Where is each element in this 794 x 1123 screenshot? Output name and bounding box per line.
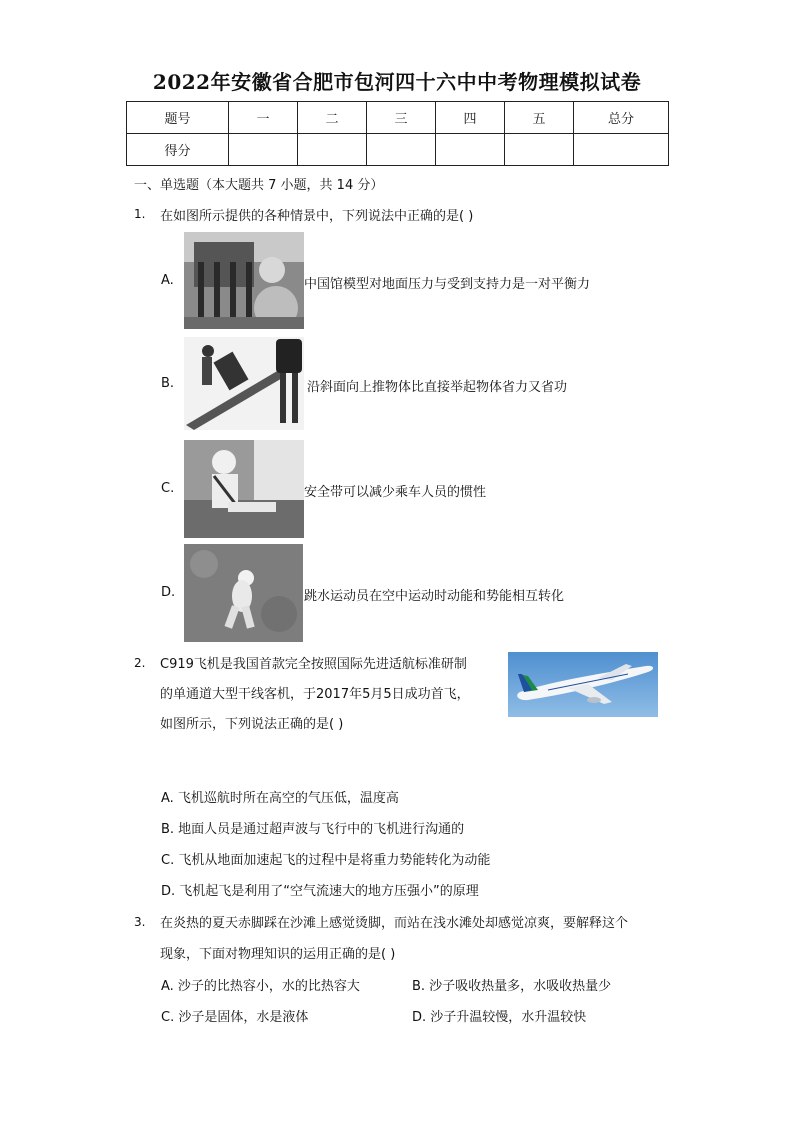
incline-push-photo bbox=[184, 337, 304, 430]
expo-pavilion-photo bbox=[184, 232, 304, 329]
option-text: 跳水运动员在空中运动时动能和势能相互转化 bbox=[304, 589, 565, 604]
question-stem-line: 现象，下面对物理知识的运用正确的是( ) bbox=[160, 947, 396, 962]
score-input-cell[interactable] bbox=[298, 134, 367, 166]
c919-aircraft-photo bbox=[508, 652, 658, 717]
table-cell: 题号 bbox=[127, 102, 229, 134]
score-table-header-row bbox=[127, 102, 669, 134]
option-text: A. 沙子的比热容小，水的比热容大 bbox=[161, 979, 360, 994]
table-cell: 一 bbox=[229, 102, 298, 134]
section-heading: 一、单选题（本大题共 7 小题，共 14 分） bbox=[134, 178, 384, 193]
option-text: B. 沙子吸收热量多，水吸收热量少 bbox=[412, 979, 612, 994]
score-input-cell[interactable] bbox=[367, 134, 436, 166]
score-input-cell[interactable] bbox=[436, 134, 505, 166]
question-stem-line: 在炎热的夏天赤脚踩在沙滩上感觉烫脚，而站在浅水滩处却感觉凉爽，要解释这个 bbox=[160, 916, 629, 931]
option-text: C. 飞机从地面加速起飞的过程中是将重力势能转化为动能 bbox=[161, 853, 491, 868]
score-table bbox=[126, 101, 669, 166]
question-stem: 在如图所示提供的各种情景中，下列说法中正确的是( ) bbox=[160, 209, 474, 224]
option-letter: A. bbox=[161, 273, 174, 288]
option-text: 沿斜面向上推物体比直接举起物体省力又省功 bbox=[307, 380, 568, 395]
option-letter: D. bbox=[161, 585, 176, 600]
option-text: C. 沙子是固体，水是液体 bbox=[161, 1010, 309, 1025]
table-cell: 得分 bbox=[127, 134, 229, 166]
seatbelt-photo bbox=[184, 440, 304, 538]
question-stem-line: 的单通道大型干线客机，于2017年5月5日成功首飞， bbox=[160, 687, 470, 702]
option-text: D. 沙子升温较慢，水升温较快 bbox=[412, 1010, 587, 1025]
option-text: A. 飞机巡航时所在高空的气压低，温度高 bbox=[161, 791, 399, 806]
option-text: 中国馆模型对地面压力与受到支持力是一对平衡力 bbox=[304, 277, 591, 292]
score-table-score-row bbox=[127, 134, 669, 166]
question-stem-line: C919飞机是我国首款完全按照国际先进适航标准研制 bbox=[160, 657, 467, 672]
table-cell: 三 bbox=[367, 102, 436, 134]
option-letter: B. bbox=[161, 376, 175, 391]
question-number: 2. bbox=[134, 656, 146, 670]
score-input-cell[interactable] bbox=[505, 134, 574, 166]
score-input-cell[interactable] bbox=[574, 134, 669, 166]
option-letter: C. bbox=[161, 481, 175, 496]
page-title: 2022年安徽省合肥市包河四十六中中考物理模拟试卷 bbox=[152, 70, 642, 94]
diver-photo bbox=[184, 544, 303, 642]
option-text: 安全带可以减少乘车人员的惯性 bbox=[304, 485, 487, 500]
option-text: B. 地面人员是通过超声波与飞行中的飞机进行沟通的 bbox=[161, 822, 465, 837]
question-number: 3. bbox=[134, 915, 146, 929]
question-stem-line: 如图所示，下列说法正确的是( ) bbox=[160, 717, 344, 732]
question-number: 1. bbox=[134, 207, 146, 221]
score-input-cell[interactable] bbox=[229, 134, 298, 166]
table-cell: 二 bbox=[298, 102, 367, 134]
table-cell: 总分 bbox=[574, 102, 669, 134]
table-cell: 四 bbox=[436, 102, 505, 134]
option-text: D. 飞机起飞是利用了“空气流速大的地方压强小”的原理 bbox=[161, 884, 479, 899]
table-cell: 五 bbox=[505, 102, 574, 134]
